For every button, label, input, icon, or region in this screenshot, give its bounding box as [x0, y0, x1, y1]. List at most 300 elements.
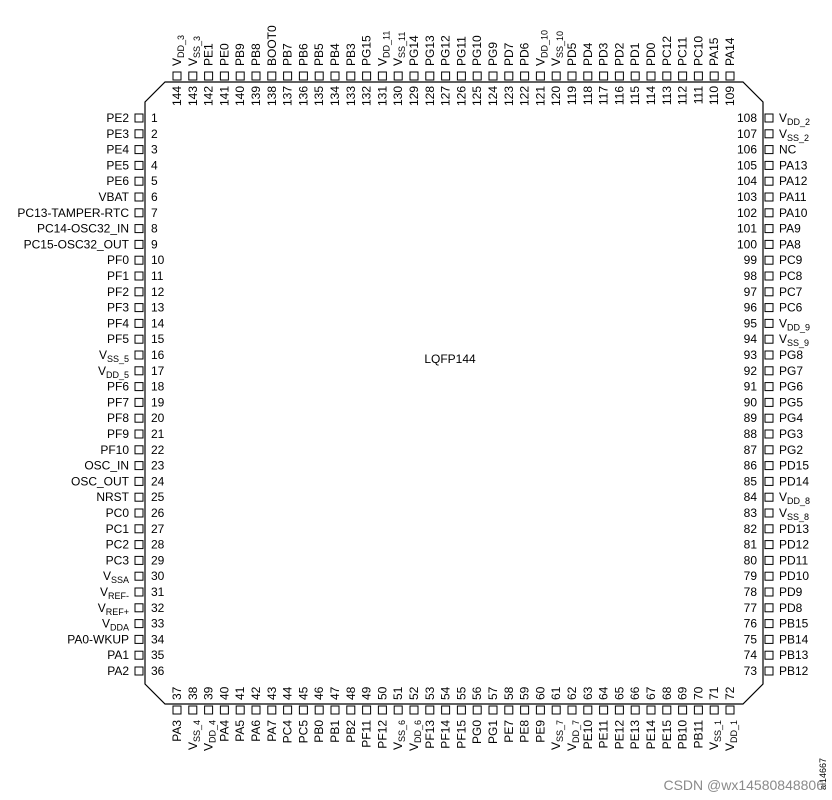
pin-11	[107, 269, 164, 283]
pin-number: 72	[723, 686, 737, 700]
pin-pad	[765, 193, 773, 201]
pin-name: PD4	[580, 42, 595, 66]
pin-24	[71, 474, 165, 488]
pin-pad	[521, 72, 529, 80]
pin-54	[439, 686, 453, 748]
pin-pad	[252, 72, 260, 80]
pin-pad	[315, 72, 323, 80]
pin-number: 106	[736, 142, 757, 157]
pin-117	[597, 42, 611, 105]
pin-number: 36	[151, 664, 165, 678]
pin-name: VSS_6	[391, 720, 407, 751]
pin-85	[744, 474, 810, 488]
pin-name: PG10	[470, 35, 485, 66]
pin-94	[744, 332, 809, 348]
pin-number: 96	[743, 300, 757, 315]
pin-number: 38	[185, 686, 200, 700]
pin-pad	[615, 706, 623, 714]
pin-number: 112	[675, 86, 690, 106]
pin-pad	[394, 706, 402, 714]
pin-pad	[726, 706, 734, 714]
pin-name: BOOT0	[264, 25, 279, 66]
pin-26	[106, 506, 165, 520]
pin-number: 68	[659, 686, 674, 700]
pin-name: PE13	[628, 720, 643, 750]
pin-89	[744, 411, 804, 425]
pin-name: PD1	[628, 42, 643, 66]
pin-29	[106, 553, 165, 567]
pin-31	[100, 585, 165, 601]
pin-name: PD6	[517, 42, 532, 66]
pin-name: PB2	[343, 720, 358, 743]
pin-number: 99	[743, 253, 757, 268]
pin-number: 130	[391, 86, 406, 107]
pin-pad	[536, 706, 544, 714]
pin-pad	[765, 525, 773, 533]
pin-pad	[765, 541, 773, 549]
pin-pad	[135, 398, 143, 406]
pin-number: 59	[517, 686, 532, 700]
pin-pad	[363, 72, 371, 80]
pin-name: PD2	[612, 42, 627, 66]
pin-number: 139	[249, 86, 263, 107]
pin-name: PG6	[779, 379, 804, 394]
pin-47	[328, 686, 342, 742]
pin-116	[612, 42, 626, 105]
pin-number: 81	[743, 537, 757, 552]
pin-name: PC10	[691, 35, 706, 66]
pin-number: 15	[151, 332, 165, 347]
pin-name: VDD_6	[407, 720, 423, 752]
pin-55	[454, 686, 468, 748]
pin-pad	[765, 367, 773, 375]
pin-name: VSS_5	[98, 348, 129, 364]
pin-134	[328, 43, 342, 106]
pin-67	[644, 686, 658, 749]
pin-18	[107, 380, 165, 394]
pin-number: 30	[151, 569, 165, 584]
pin-38	[186, 686, 202, 750]
pin-132	[360, 35, 374, 106]
pin-number: 123	[501, 86, 516, 107]
pin-name: PE5	[106, 158, 129, 173]
pin-pad	[135, 477, 143, 485]
pin-name: PB6	[296, 43, 311, 66]
pin-name: VSS_2	[779, 126, 810, 143]
pin-number: 52	[407, 686, 421, 700]
pin-name: VDD_5	[97, 363, 129, 380]
pin-pad	[135, 193, 143, 201]
pin-7	[17, 206, 158, 220]
pin-number: 102	[736, 205, 757, 220]
pin-number: 8	[151, 221, 158, 236]
pins-bottom-side	[170, 686, 739, 751]
pin-81	[744, 538, 810, 552]
pin-40	[217, 686, 231, 741]
pin-32	[98, 601, 165, 617]
pin-56	[470, 686, 484, 744]
pin-number: 114	[644, 86, 658, 106]
pin-name: PF2	[106, 284, 129, 299]
pin-106	[737, 143, 797, 157]
pin-name: PB11	[691, 720, 706, 749]
pin-name: PC1	[105, 521, 129, 536]
pin-number: 13	[151, 300, 165, 315]
pin-name: PB14	[779, 632, 809, 647]
pin-pad	[710, 706, 718, 714]
pin-53	[423, 686, 437, 748]
pin-name: PD10	[779, 569, 810, 584]
pin-name: VREF+	[97, 600, 129, 617]
pin-name: PC0	[105, 506, 129, 520]
pin-pad	[489, 72, 497, 80]
pin-59	[518, 686, 532, 742]
pin-number: 53	[422, 686, 437, 700]
pin-number: 49	[359, 686, 374, 700]
pin-number: 100	[736, 237, 757, 252]
pin-name: PB12	[779, 664, 809, 678]
pin-number: 64	[596, 686, 611, 700]
pin-number: 119	[565, 86, 579, 106]
pin-number: 62	[565, 686, 579, 700]
pin-number: 12	[151, 284, 165, 299]
pin-pad	[694, 706, 702, 714]
pin-28	[106, 538, 165, 552]
pin-57	[486, 686, 500, 744]
pin-pad	[331, 72, 339, 80]
pin-number: 91	[743, 379, 757, 394]
pin-name: OSC_OUT	[70, 474, 129, 489]
pin-name: PF11	[359, 720, 374, 748]
pin-name: PB7	[280, 43, 295, 66]
pin-pad	[135, 161, 143, 169]
pin-name: PE0	[217, 43, 232, 66]
pin-pad	[135, 351, 143, 359]
pin-114	[644, 42, 658, 105]
pin-number: 28	[151, 537, 165, 552]
pin-number: 27	[151, 521, 165, 536]
pin-pad	[552, 72, 560, 80]
pin-96	[744, 301, 803, 315]
pin-pad	[473, 72, 481, 80]
pin-pad	[536, 72, 544, 80]
pin-name: PF13	[422, 720, 437, 749]
pin-pad	[765, 272, 773, 280]
pin-pad	[765, 225, 773, 233]
pin-number: 23	[151, 458, 165, 473]
pin-pad	[378, 72, 386, 80]
pin-name: VSS_11	[391, 31, 407, 66]
pin-49	[360, 686, 374, 747]
pin-22	[100, 443, 164, 457]
pin-number: 65	[612, 686, 627, 700]
pin-name: PA10	[779, 205, 808, 220]
pin-number: 4	[151, 158, 158, 173]
pin-name: PC3	[105, 553, 129, 568]
pin-62	[565, 686, 581, 751]
pin-pad	[765, 335, 773, 343]
pin-pad	[426, 706, 434, 714]
pin-name: PG3	[779, 427, 804, 441]
pin-50	[375, 686, 389, 748]
pin-name: VSS_4	[185, 720, 202, 751]
pin-108	[737, 111, 810, 127]
pin-number: 133	[343, 86, 358, 107]
pin-name: VDD_9	[779, 316, 811, 333]
pin-pad	[135, 146, 143, 154]
pin-number: 45	[296, 686, 311, 700]
pin-number: 120	[549, 86, 564, 107]
pin-name: PA11	[779, 190, 807, 204]
pin-pad	[663, 72, 671, 80]
pin-name: PC9	[779, 253, 803, 268]
pin-pad	[426, 72, 434, 80]
pin-number: 58	[501, 686, 516, 700]
pin-name: PF5	[106, 332, 129, 347]
pin-name: PE8	[517, 720, 532, 743]
pin-pad	[442, 72, 450, 80]
pin-23	[84, 459, 164, 473]
pin-102	[737, 206, 808, 220]
pin-pad	[189, 706, 197, 714]
pin-name: VDD_4	[201, 720, 218, 752]
pin-name: PF8	[106, 411, 129, 426]
pin-pad	[765, 493, 773, 501]
pin-number: 131	[375, 86, 390, 107]
pin-number: 77	[743, 600, 757, 615]
pin-140	[233, 43, 247, 106]
pin-45	[296, 686, 310, 743]
pin-pad	[765, 288, 773, 296]
pin-95	[744, 316, 810, 332]
pin-83	[744, 506, 809, 522]
pin-name: PD5	[565, 42, 579, 66]
pin-name: VSS_8	[779, 506, 810, 522]
pin-name: PE4	[106, 142, 129, 157]
pin-number: 88	[743, 427, 757, 441]
pin-name: PE15	[659, 720, 674, 750]
pin-name: PC15-OSC32_OUT	[23, 237, 129, 252]
pin-pad	[135, 177, 143, 185]
pin-48	[344, 686, 358, 742]
pin-74	[744, 648, 809, 662]
pin-pad	[489, 706, 497, 714]
pin-pad	[135, 635, 143, 643]
pin-name: PE7	[501, 720, 516, 743]
pin-20	[107, 411, 165, 425]
pin-name: PA4	[217, 720, 232, 742]
pin-name: PD11	[779, 553, 809, 568]
pin-name: PC8	[779, 269, 803, 283]
pin-143	[186, 36, 202, 106]
pin-pad	[135, 414, 143, 422]
pin-10	[107, 253, 165, 267]
pin-19	[107, 395, 165, 409]
pin-name: PD15	[779, 458, 810, 473]
pin-pad	[135, 114, 143, 122]
pin-number: 135	[312, 86, 327, 107]
pin-name: PG11	[454, 36, 469, 66]
pin-number: 84	[743, 490, 757, 505]
pin-number: 83	[743, 506, 757, 520]
pin-name: PD7	[501, 42, 516, 66]
pin-133	[344, 43, 358, 106]
pin-121	[533, 30, 549, 106]
pin-pad	[236, 706, 244, 714]
pin-number: 55	[454, 686, 469, 700]
pin-5	[106, 174, 158, 188]
pin-98	[744, 269, 803, 283]
pin-number: 73	[743, 664, 757, 678]
pin-70	[691, 686, 705, 748]
pin-number: 137	[280, 86, 295, 107]
pin-pad	[568, 706, 576, 714]
pin-58	[502, 686, 516, 742]
pin-number: 118	[580, 86, 595, 106]
pin-number: 14	[151, 316, 165, 331]
pin-number: 136	[296, 86, 311, 107]
pin-name: PF3	[106, 300, 129, 315]
pin-pad	[135, 225, 143, 233]
pin-name: PB3	[343, 43, 358, 66]
pin-number: 86	[743, 458, 757, 473]
pin-number: 67	[644, 686, 658, 700]
pin-52	[407, 686, 423, 751]
pin-pad	[663, 706, 671, 714]
pin-number: 39	[201, 686, 216, 700]
pin-75	[744, 632, 809, 646]
pin-2	[106, 127, 158, 141]
pin-name: PA12	[779, 174, 808, 189]
pin-name: VREF-	[99, 585, 129, 601]
pin-number: 98	[743, 269, 757, 283]
pin-number: 71	[707, 686, 722, 700]
pin-name: PB13	[779, 648, 809, 663]
pin-number: 26	[151, 506, 165, 520]
pin-pad	[135, 588, 143, 596]
pin-name: PG0	[470, 720, 485, 745]
pins-left-side	[17, 111, 164, 678]
pin-131	[375, 31, 391, 106]
pin-name: PE11	[596, 720, 611, 749]
pin-pad	[135, 493, 143, 501]
pin-number: 80	[743, 553, 757, 568]
pin-name: PE6	[106, 174, 129, 189]
pin-pad	[378, 706, 386, 714]
pin-number: 79	[743, 569, 757, 584]
pin-number: 61	[549, 686, 564, 700]
pin-129	[407, 35, 421, 106]
pin-pad	[765, 414, 773, 422]
pin-pad	[600, 706, 608, 714]
pin-name: PD0	[644, 42, 658, 66]
pin-pad	[410, 72, 418, 80]
pin-name: PF9	[106, 427, 129, 441]
pin-number: 21	[151, 427, 165, 441]
pin-number: 78	[743, 585, 757, 599]
pin-number: 127	[438, 86, 453, 107]
pin-number: 1	[151, 111, 158, 125]
pin-pad	[252, 706, 260, 714]
pin-number: 129	[407, 86, 421, 107]
pin-35	[107, 648, 164, 662]
pin-name: PA1	[107, 648, 129, 663]
pin-pad	[135, 209, 143, 217]
pin-number: 113	[659, 86, 674, 106]
pin-39	[202, 686, 218, 751]
pin-37	[170, 686, 184, 741]
pin-pad	[457, 706, 465, 714]
pin-pad	[135, 256, 143, 264]
pin-107	[737, 127, 809, 143]
pin-119	[565, 42, 579, 105]
pin-pad	[765, 635, 773, 643]
pin-76	[744, 617, 809, 631]
pin-number: 82	[743, 521, 757, 536]
pin-51	[391, 686, 407, 750]
pin-name: PC5	[296, 720, 311, 744]
pin-pad	[765, 398, 773, 406]
pin-pad	[135, 367, 143, 375]
pin-9	[24, 237, 158, 251]
pin-number: 66	[628, 686, 643, 700]
pin-number: 7	[151, 205, 158, 220]
pin-name: VDD_10	[533, 29, 550, 66]
pin-pad	[765, 651, 773, 659]
pin-number: 74	[743, 648, 757, 663]
pin-number: 11	[151, 269, 164, 283]
pin-name: PA7	[264, 720, 279, 742]
pin-name: PG15	[359, 35, 374, 66]
pin-name: PG13	[422, 35, 437, 66]
pin-number: 109	[723, 86, 737, 107]
pin-name: PC6	[779, 300, 803, 315]
pin-name: PA13	[779, 158, 808, 173]
pin-92	[744, 364, 804, 378]
pin-pad	[363, 706, 371, 714]
pin-pad	[765, 114, 773, 122]
pin-name: PC13-TAMPER-RTC	[17, 205, 129, 220]
pin-78	[744, 585, 803, 599]
pin-number: 138	[264, 86, 279, 107]
pin-16	[99, 348, 165, 364]
pin-name: PD14	[779, 474, 810, 489]
pin-pad	[299, 706, 307, 714]
pin-43	[265, 686, 279, 741]
pin-pad	[631, 706, 639, 714]
pin-name: PE2	[106, 111, 129, 125]
pin-name: PF10	[100, 442, 129, 457]
pin-pad	[647, 706, 655, 714]
pin-79	[744, 569, 810, 583]
pin-88	[744, 427, 804, 441]
pin-number: 56	[470, 686, 485, 700]
pin-64	[597, 686, 611, 748]
pin-pad	[765, 161, 773, 169]
pin-12	[107, 285, 165, 299]
pin-pad	[135, 541, 143, 549]
pin-number: 51	[391, 686, 406, 700]
pin-name: PD8	[779, 600, 803, 615]
pin-30	[103, 569, 165, 585]
pin-68	[660, 686, 674, 749]
pin-pad	[135, 525, 143, 533]
pin-pad	[284, 706, 292, 714]
pin-number: 48	[343, 686, 358, 700]
pin-number: 19	[151, 395, 165, 410]
pin-4	[106, 158, 158, 172]
pin-pad	[568, 72, 576, 80]
